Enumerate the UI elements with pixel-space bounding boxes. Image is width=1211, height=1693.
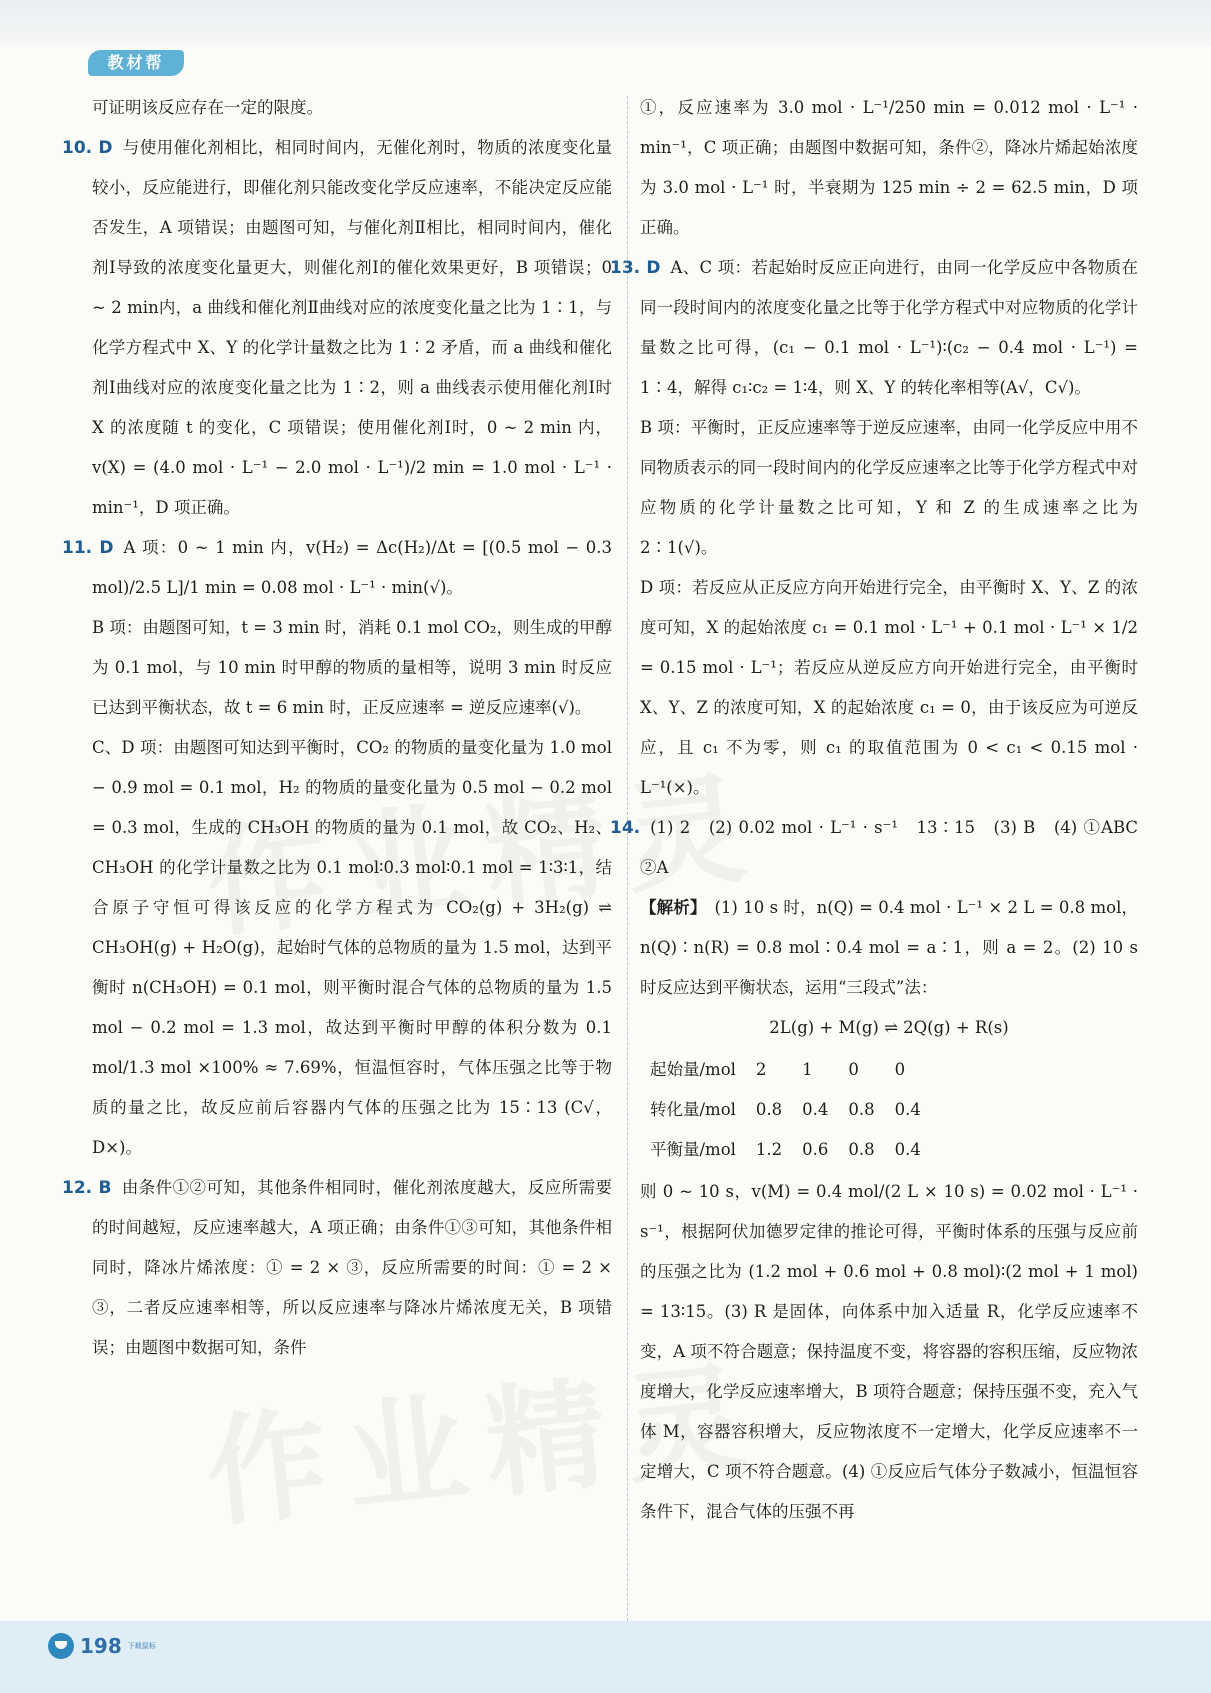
left-column [62,88,613,1368]
row-label: 平衡量/mol [650,1140,736,1159]
cell: 0.8 [848,1100,875,1119]
cell: 1 [802,1060,813,1079]
paragraph: B 项：由题图可知，t = 3 min 时，消耗 0.1 mol CO₂，则生成的甲醇为 0.1 mol，与 10 min 时甲醇的物质的量相等，说明 3 min 时反应已达到平衡状态，故 t = 6 min 时，正反应速率 = 逆反应速率(√)。 [92,618,612,717]
question-number: 14. [610,818,641,838]
page-number: 198 [80,1634,122,1658]
row-label: 起始量/mol [650,1060,736,1079]
cell: 0 [894,1060,906,1079]
cell: 0.8 [848,1140,875,1159]
paragraph: 则 0 ~ 10 s，v(M) = 0.4 mol/(2 L × 10 s) = 0.02 mol · L⁻¹ · s⁻¹，根据阿伏加德罗定律的推论可得，平衡时体系的压强与反应前的压强之比为 (1.2 mol + 0.6 mol + 0.8 mol)∶(2 mol + 1 mol) = 13∶15。(3) R 是固体，向体系中加入适量 R，化学反应速率不变，A 项不符合题意；保持温度不变，将容器的容积压缩，反应物浓度增大，化学反应速率增大，B 项符合题意；保持压强不变，充入气体 M，容器容积增大，反应物浓度不一定增大，化学反应速率不一定增大，C 项不符合题意。(4) ①反应后气体分子数减小，恒温恒容条件下，混合气体的压强不再 [640,1182,1138,1521]
table-row [640,1130,931,1170]
answer-14: 14. (1) 2 (2) 0.02 mol · L⁻¹ · s⁻¹ 13∶15 (3) B (4) ①ABC ②A [610,818,1155,877]
analysis: 【解析】 (1) 10 s 时，n(Q) = 0.4 mol · L⁻¹ × 2 L = 0.8 mol，n(Q)∶n(R) = 0.8 mol∶0.4 mol = a∶1，则 a = 2。(2) 10 s 时反应达到平衡状态，运用“三段式”法： [640,898,1139,997]
paragraph: 可证明该反应存在一定的限度。 [92,98,323,117]
table-row [640,1050,931,1090]
cell: 1.2 [755,1140,783,1159]
analysis-label: 【解析】 [640,898,707,917]
reaction-equation: 2L(g) + M(g) ⇌ 2Q(g) + R(s) [769,1018,1009,1037]
answer-11: 11. D A 项：0 ~ 1 min 内，v(H₂) = Δc(H₂)/Δt = [(0.5 mol − 0.3 mol)/2.5 L]/1 min = 0.08 mol · L⁻¹ · min(√)。 [62,538,612,597]
right-column [610,88,1155,1532]
cell: 0.8 [755,1100,783,1119]
paragraph: B 项：平衡时，正反应速率等于逆反应速率，由同一化学反应中用不同物质表示的同一段时间内的化学反应速率之比等于化学方程式中对应物质的化学计量数之比可知，Y 和 Z 的生成速率之比为 2∶1(√)。 [640,418,1138,557]
question-number: 13. D [610,258,661,278]
cell: 0 [848,1060,859,1079]
mascot-icon [48,1633,74,1659]
question-number: 12. B [62,1178,112,1198]
answer-12: 12. B 由条件①②可知，其他条件相同时，催化剂浓度越大，反应所需要的时间越短，反应速率越大，A 项正确；由条件①③可知，其他条件相同时，降冰片烯浓度：① = 2 × ③，反应所需要的时间：① = 2 × ③，二者反应速率相等，所以反应速率与降冰片烯浓度无关，B 项错误；由题图中数据可知，条件 [62,1178,613,1357]
table-row [640,1090,931,1130]
top-band [0,0,1211,46]
cell: 0.6 [802,1140,829,1159]
row-label: 转化量/mol [650,1100,736,1119]
answer-10: 10. D 与使用催化剂相比，相同时间内，无催化剂时，物质的浓度变化量较小，反应能进行，即催化剂只能改变化学反应速率，不能决定反应能否发生，A 项错误；由题图可知，与催化剂Ⅱ相比，相同时间内，催化剂Ⅰ导致的浓度变化量更大，则催化剂Ⅰ的催化效果更好，B 项错误；0 ~ 2 min内，a 曲线和催化剂Ⅱ曲线对应的浓度变化量之比为 1∶1，与化学方程式中 X、Y 的化学计量数之比为 1∶2 矛盾，而 a 曲线和催化剂Ⅰ曲线对应的浓度变化量之比为 1∶2，则 a 曲线表示使用催化剂Ⅰ时 X 的浓度随 t 的变化，C 项错误；使用催化剂Ⅰ时，0 ~ 2 min 内，v(X) = (4.0 mol · L⁻¹ − 2.0 mol · L⁻¹)/2 min = 1.0 mol · L⁻¹ · min⁻¹，D 项正确。 [62,138,612,517]
answer-13: 13. D A、C 项：若起始时反应正向进行，由同一化学反应中各物质在同一段时间内的浓度变化量之比等于化学方程式中对应物质的化学计量数之比可得，(c₁ − 0.1 mol · L⁻¹)∶(c₂ − 0.4 mol · L⁻¹) = 1∶4，解得 c₁∶c₂ = 1∶4，则 X、Y 的转化率相等(A√，C√)。 [610,258,1138,397]
footer-bar [0,1621,1211,1693]
paragraph: C、D 项：由题图可知达到平衡时，CO₂ 的物质的量变化量为 1.0 mol − 0.9 mol = 0.1 mol，H₂ 的物质的量变化量为 0.5 mol − 0.2 mol = 0.3 mol，生成的 CH₃OH 的物质的量为 0.1 mol，故 CO₂、H₂、CH₃OH 的化学计量数之比为 0.1 mol∶0.3 mol∶0.1 mol = 1∶3∶1，结合原子守恒可得该反应的化学方程式为 CO₂(g) + 3H₂(g) ⇌ CH₃OH(g) + H₂O(g)，起始时气体的总物质的量为 1.5 mol，达到平衡时 n(CH₃OH) = 0.1 mol，则平衡时混合气体的总物质的量为 1.5 mol − 0.2 mol = 1.3 mol，故达到平衡时甲醇的体积分数为 0.1 mol/1.3 mol ×100% ≈ 7.69%，恒温恒容时，气体压强之比等于物质的量之比，故反应前后容器内气体的压强之比为 15∶13 (C√，D×)。 [92,738,612,1157]
cell: 2 [755,1060,767,1079]
footer-tag: 下载鼠标 [127,1642,156,1650]
question-number: 10. D [62,138,113,158]
question-number: 11. D [62,538,114,558]
cell: 0.4 [894,1140,921,1159]
cell: 0.4 [894,1100,921,1119]
paragraph: D 项：若反应从正反应方向开始进行完全，由平衡时 X、Y、Z 的浓度可知，X 的起始浓度 c₁ = 0.1 mol · L⁻¹ + 0.1 mol · L⁻¹ × 1/2 = 0.15 mol · L⁻¹；若反应从逆反应方向开始进行完全，由平衡时 X、Y、Z 的浓度可知，X 的起始浓度 c₁ = 0，由于该反应为可逆反应，且 c₁ 不为零，则 c₁ 的取值范围为 0 < c₁ < 0.15 mol · L⁻¹(×)。 [640,578,1138,797]
column-divider [627,96,628,1626]
cell: 0.4 [802,1100,829,1119]
paragraph: ①，反应速率为 3.0 mol · L⁻¹/250 min = 0.012 mol · L⁻¹ · min⁻¹，C 项正确；由题图中数据可知，条件②，降冰片烯起始浓度为 3.0 mol · L⁻¹ 时，半衰期为 125 min ÷ 2 = 62.5 min，D 项正确。 [640,98,1138,237]
page-number-badge [48,1632,178,1660]
publisher-logo: 教材帮 [88,50,184,76]
three-stage-table [640,1050,931,1170]
